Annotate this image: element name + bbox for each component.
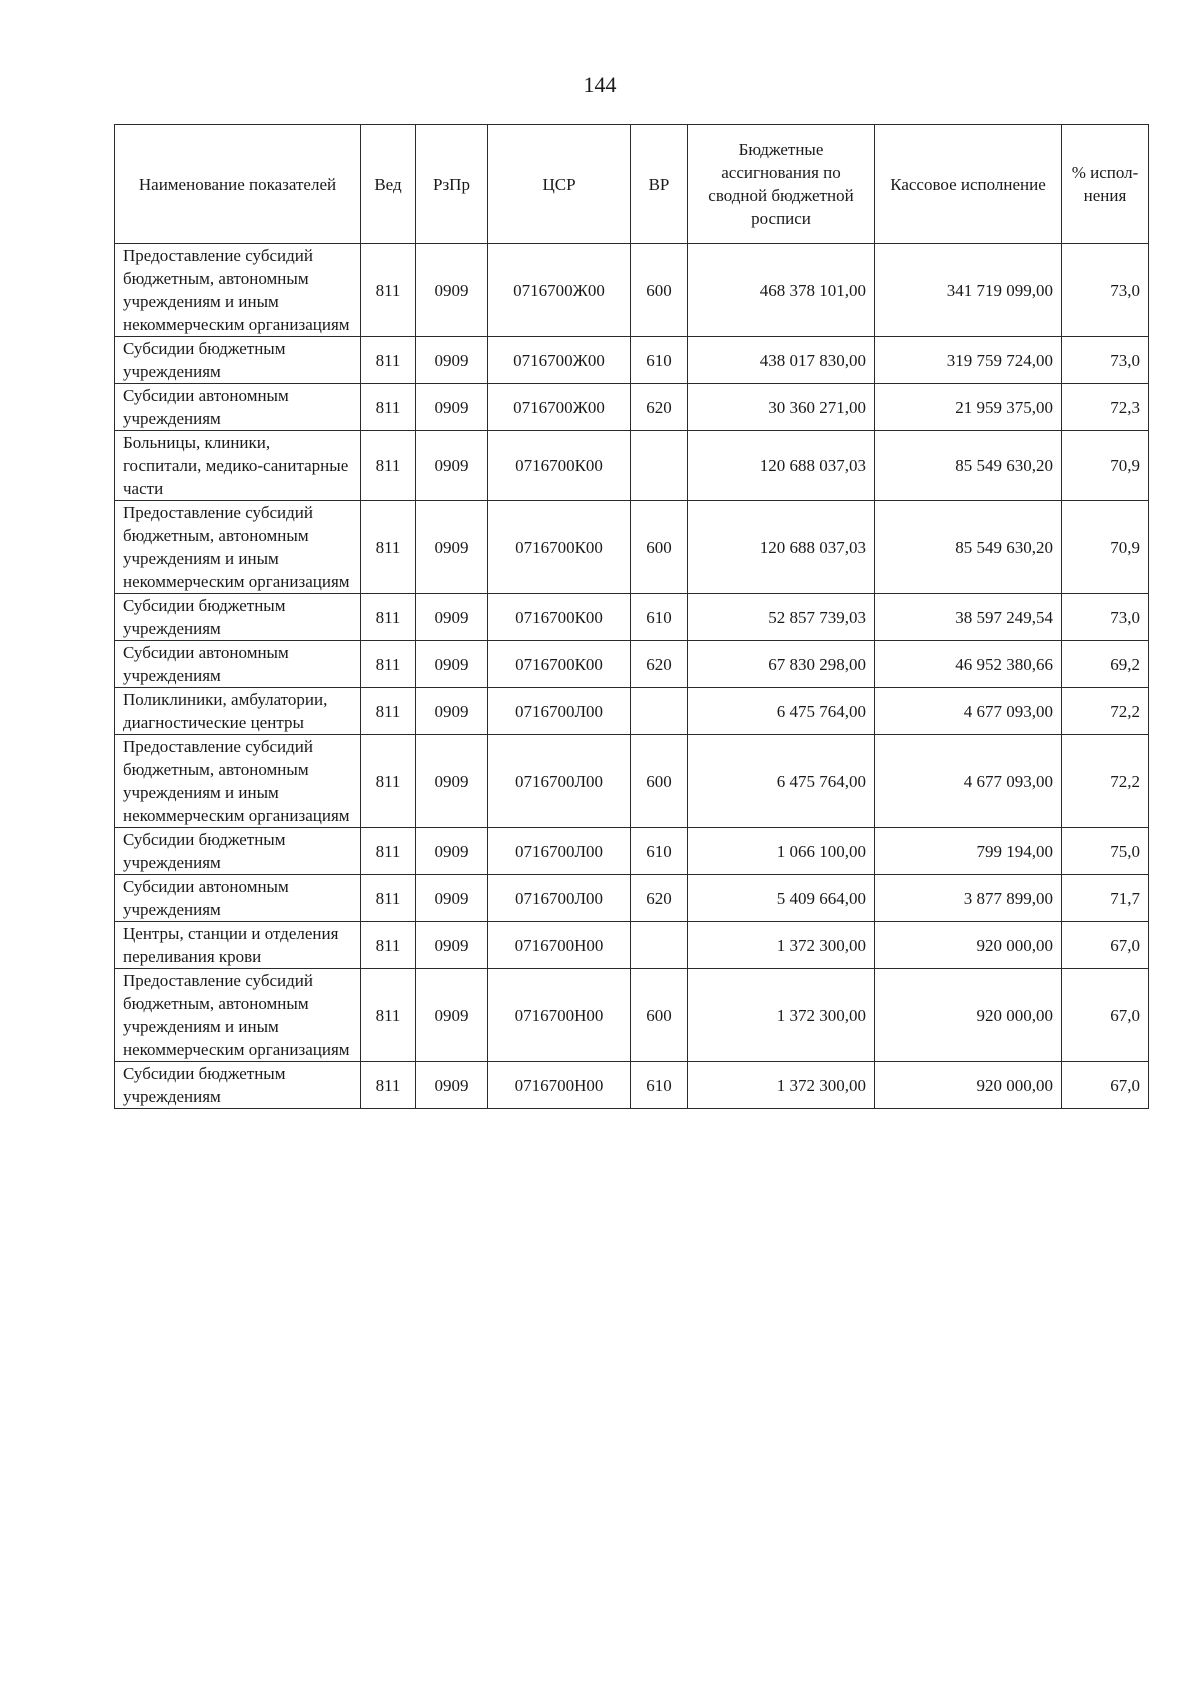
- percent-cell: 72,3: [1062, 384, 1149, 431]
- rzpr-cell: 0909: [416, 922, 488, 969]
- ved-cell: 811: [361, 969, 416, 1062]
- budget-cell: 468 378 101,00: [688, 244, 875, 337]
- row-name: Субсидии бюджетным учреждениям: [115, 594, 361, 641]
- ved-cell: 811: [361, 688, 416, 735]
- row-name: Предоставление субсидий бюджетным, автономным учреждениям и иным некоммерческим организациям: [115, 244, 361, 337]
- rzpr-cell: 0909: [416, 594, 488, 641]
- budget-cell: 438 017 830,00: [688, 337, 875, 384]
- row-name: Центры, станции и отделения переливания крови: [115, 922, 361, 969]
- percent-cell: 67,0: [1062, 1062, 1149, 1109]
- table-row: [115, 244, 1149, 337]
- percent-cell: 69,2: [1062, 641, 1149, 688]
- row-name: Субсидии автономным учреждениям: [115, 875, 361, 922]
- header-execution-percent: % испол-нения: [1062, 125, 1149, 244]
- percent-cell: 70,9: [1062, 431, 1149, 501]
- table-row: [115, 828, 1149, 875]
- row-name: Субсидии бюджетным учреждениям: [115, 337, 361, 384]
- vr-cell: 610: [631, 594, 688, 641]
- cash-cell: 920 000,00: [875, 969, 1062, 1062]
- percent-cell: 73,0: [1062, 594, 1149, 641]
- percent-cell: 71,7: [1062, 875, 1149, 922]
- csr-cell: 0716700Ж00: [488, 384, 631, 431]
- cash-cell: 799 194,00: [875, 828, 1062, 875]
- ved-cell: 811: [361, 594, 416, 641]
- table-row: [115, 922, 1149, 969]
- csr-cell: 0716700Л00: [488, 828, 631, 875]
- row-name: Предоставление субсидий бюджетным, автономным учреждениям и иным некоммерческим организациям: [115, 735, 361, 828]
- table-header-row: [115, 125, 1149, 244]
- table-row: [115, 875, 1149, 922]
- rzpr-cell: 0909: [416, 735, 488, 828]
- csr-cell: 0716700Н00: [488, 969, 631, 1062]
- cash-cell: 85 549 630,20: [875, 501, 1062, 594]
- budget-cell: 6 475 764,00: [688, 688, 875, 735]
- budget-cell: 1 372 300,00: [688, 1062, 875, 1109]
- ved-cell: 811: [361, 922, 416, 969]
- vr-cell: 610: [631, 337, 688, 384]
- vr-cell: 610: [631, 1062, 688, 1109]
- percent-cell: 75,0: [1062, 828, 1149, 875]
- table-row: [115, 337, 1149, 384]
- row-name: Предоставление субсидий бюджетным, автономным учреждениям и иным некоммерческим организациям: [115, 501, 361, 594]
- budget-cell: 67 830 298,00: [688, 641, 875, 688]
- budget-cell: 6 475 764,00: [688, 735, 875, 828]
- rzpr-cell: 0909: [416, 828, 488, 875]
- row-name: Субсидии бюджетным учреждениям: [115, 1062, 361, 1109]
- header-budget-allocations: Бюджетные ассигнования по сводной бюджетной росписи: [688, 125, 875, 244]
- percent-cell: 72,2: [1062, 688, 1149, 735]
- header-name: Наименование показателей: [115, 125, 361, 244]
- csr-cell: 0716700Л00: [488, 735, 631, 828]
- rzpr-cell: 0909: [416, 384, 488, 431]
- vr-cell: 620: [631, 641, 688, 688]
- table-body: [115, 244, 1149, 1109]
- row-name: Субсидии автономным учреждениям: [115, 384, 361, 431]
- rzpr-cell: 0909: [416, 337, 488, 384]
- ved-cell: 811: [361, 384, 416, 431]
- cash-cell: 21 959 375,00: [875, 384, 1062, 431]
- vr-cell: 600: [631, 969, 688, 1062]
- cash-cell: 38 597 249,54: [875, 594, 1062, 641]
- budget-cell: 5 409 664,00: [688, 875, 875, 922]
- csr-cell: 0716700Л00: [488, 875, 631, 922]
- percent-cell: 73,0: [1062, 244, 1149, 337]
- row-name: Поликлиники, амбулатории, диагностические центры: [115, 688, 361, 735]
- rzpr-cell: 0909: [416, 875, 488, 922]
- budget-cell: 30 360 271,00: [688, 384, 875, 431]
- csr-cell: 0716700К00: [488, 431, 631, 501]
- csr-cell: 0716700Н00: [488, 1062, 631, 1109]
- vr-cell: [631, 431, 688, 501]
- row-name: Субсидии бюджетным учреждениям: [115, 828, 361, 875]
- row-name: Субсидии автономным учреждениям: [115, 641, 361, 688]
- header-ved: Вед: [361, 125, 416, 244]
- cash-cell: 46 952 380,66: [875, 641, 1062, 688]
- ved-cell: 811: [361, 641, 416, 688]
- vr-cell: [631, 688, 688, 735]
- vr-cell: 600: [631, 244, 688, 337]
- percent-cell: 72,2: [1062, 735, 1149, 828]
- vr-cell: 620: [631, 384, 688, 431]
- rzpr-cell: 0909: [416, 431, 488, 501]
- csr-cell: 0716700Ж00: [488, 337, 631, 384]
- csr-cell: 0716700К00: [488, 501, 631, 594]
- percent-cell: 73,0: [1062, 337, 1149, 384]
- cash-cell: 4 677 093,00: [875, 735, 1062, 828]
- rzpr-cell: 0909: [416, 969, 488, 1062]
- ved-cell: 811: [361, 1062, 416, 1109]
- vr-cell: 610: [631, 828, 688, 875]
- table-row: [115, 431, 1149, 501]
- ved-cell: 811: [361, 735, 416, 828]
- rzpr-cell: 0909: [416, 641, 488, 688]
- budget-cell: 1 066 100,00: [688, 828, 875, 875]
- ved-cell: 811: [361, 828, 416, 875]
- csr-cell: 0716700К00: [488, 641, 631, 688]
- ved-cell: 811: [361, 431, 416, 501]
- table-row: [115, 641, 1149, 688]
- vr-cell: 600: [631, 501, 688, 594]
- csr-cell: 0716700Л00: [488, 688, 631, 735]
- cash-cell: 319 759 724,00: [875, 337, 1062, 384]
- vr-cell: 600: [631, 735, 688, 828]
- percent-cell: 70,9: [1062, 501, 1149, 594]
- table-row: [115, 688, 1149, 735]
- budget-cell: 1 372 300,00: [688, 969, 875, 1062]
- csr-cell: 0716700Ж00: [488, 244, 631, 337]
- cash-cell: 3 877 899,00: [875, 875, 1062, 922]
- ved-cell: 811: [361, 337, 416, 384]
- row-name: Предоставление субсидий бюджетным, автономным учреждениям и иным некоммерческим организациям: [115, 969, 361, 1062]
- percent-cell: 67,0: [1062, 969, 1149, 1062]
- csr-cell: 0716700К00: [488, 594, 631, 641]
- budget-cell: 120 688 037,03: [688, 501, 875, 594]
- budget-cell: 1 372 300,00: [688, 922, 875, 969]
- cash-cell: 341 719 099,00: [875, 244, 1062, 337]
- ved-cell: 811: [361, 875, 416, 922]
- cash-cell: 920 000,00: [875, 1062, 1062, 1109]
- percent-cell: 67,0: [1062, 922, 1149, 969]
- header-rzpr: РзПр: [416, 125, 488, 244]
- header-csr: ЦСР: [488, 125, 631, 244]
- table-row: [115, 384, 1149, 431]
- row-name: Больницы, клиники, госпитали, медико-санитарные части: [115, 431, 361, 501]
- ved-cell: 811: [361, 501, 416, 594]
- rzpr-cell: 0909: [416, 688, 488, 735]
- table-row: [115, 735, 1149, 828]
- rzpr-cell: 0909: [416, 244, 488, 337]
- budget-cell: 52 857 739,03: [688, 594, 875, 641]
- vr-cell: [631, 922, 688, 969]
- header-vr: ВР: [631, 125, 688, 244]
- table-row: [115, 594, 1149, 641]
- table-row: [115, 501, 1149, 594]
- cash-cell: 85 549 630,20: [875, 431, 1062, 501]
- rzpr-cell: 0909: [416, 1062, 488, 1109]
- table-row: [115, 969, 1149, 1062]
- cash-cell: 4 677 093,00: [875, 688, 1062, 735]
- rzpr-cell: 0909: [416, 501, 488, 594]
- header-cash-execution: Кассовое исполнение: [875, 125, 1062, 244]
- cash-cell: 920 000,00: [875, 922, 1062, 969]
- table-row: [115, 1062, 1149, 1109]
- budget-execution-table: [114, 124, 1149, 1109]
- vr-cell: 620: [631, 875, 688, 922]
- csr-cell: 0716700Н00: [488, 922, 631, 969]
- budget-cell: 120 688 037,03: [688, 431, 875, 501]
- ved-cell: 811: [361, 244, 416, 337]
- page-number: 144: [583, 72, 617, 97]
